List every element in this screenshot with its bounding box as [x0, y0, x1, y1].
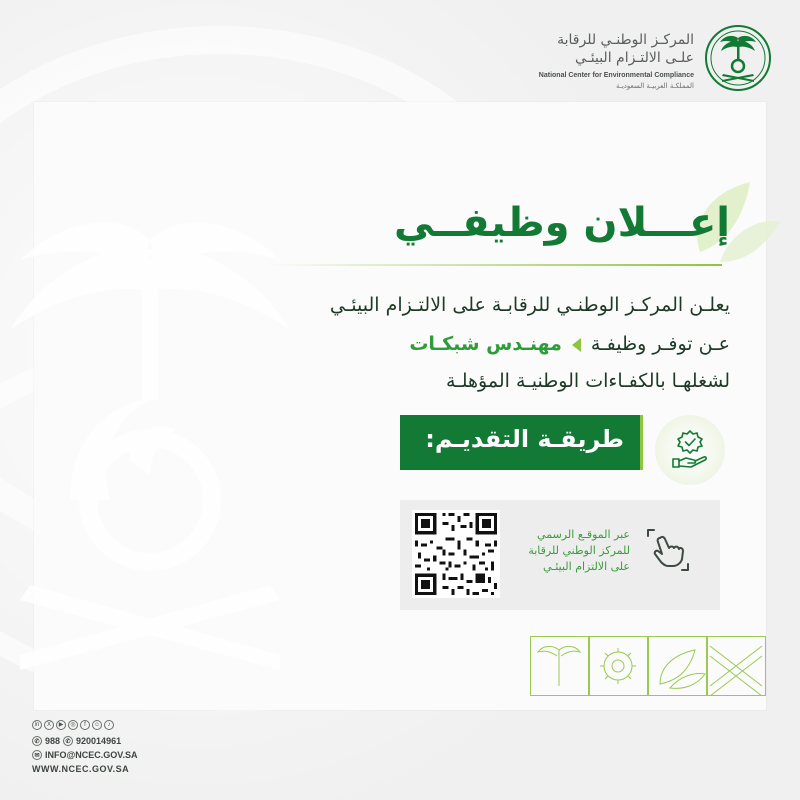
qr-panel	[400, 500, 720, 610]
org-logo	[522, 24, 772, 94]
country-name-ar: المملكـة العربيـة السعوديـة	[616, 82, 694, 90]
snapchat-icon[interactable]: ☺	[93, 722, 101, 728]
email-address[interactable]: INFO@NCEC.GOV.SA	[45, 750, 138, 760]
announcement-line-2	[409, 333, 730, 355]
apply-method-label: طريقـة التقديـم:	[425, 425, 624, 453]
apply-method-banner	[400, 415, 640, 470]
triangle-marker-icon	[572, 338, 581, 352]
website-link[interactable]: WWW.NCEC.GOV.SA	[32, 764, 130, 774]
qr-code[interactable]	[412, 510, 500, 598]
phone-long[interactable]: 920014961	[76, 736, 122, 746]
announcement-line-2-prefix: عـن توفـر وظيفـة	[590, 333, 730, 355]
apply-icon-container	[655, 415, 725, 485]
decorative-pattern-strip	[530, 636, 766, 696]
tiktok-icon[interactable]: ♪	[104, 720, 114, 730]
social-links	[32, 718, 232, 732]
x-icon[interactable]: X	[44, 720, 54, 730]
facebook-icon[interactable]: f	[80, 720, 90, 730]
qr-code-icon	[412, 510, 500, 598]
footer-contacts	[32, 718, 232, 788]
instagram-icon[interactable]: ◎	[68, 720, 78, 730]
palm-and-swords-emblem-icon	[704, 24, 772, 92]
job-title: مهنـدس شبكـات	[409, 333, 562, 355]
org-name-ar-line1: المركـز الوطنـي للرقابة	[557, 32, 694, 48]
hand-badge-check-icon	[669, 427, 711, 469]
apply-banner-accent	[640, 415, 643, 470]
announcement-line-3: لشغلهـا بالكفـاءات الوطنيـة المؤهلـة	[445, 370, 730, 392]
qr-caption-line-1: عبر الموقـع الرسمي	[537, 528, 630, 541]
phone-icon: ✆	[32, 736, 42, 746]
page-title: إعـــلان وظيفــي	[394, 200, 730, 246]
youtube-icon[interactable]: ▶	[56, 720, 66, 730]
phone-row	[32, 736, 232, 746]
announcement-line-1: يعلـن المركـز الوطنـي للرقابـة على الالتـزام البيئـي	[329, 294, 730, 316]
email-row	[32, 750, 232, 760]
phone-short[interactable]: 988	[45, 736, 61, 746]
linkedin-icon[interactable]: in	[32, 720, 42, 730]
hand-pointer-icon	[646, 528, 690, 572]
org-name-en: National Center for Environmental Compliance	[538, 72, 694, 79]
email-icon: ✉	[32, 750, 42, 760]
org-name-ar-line2: علـى الالتـزام البيئـي	[574, 50, 694, 66]
phone-icon-2: ✆	[63, 736, 73, 746]
qr-caption-line-3: على الالتزام البيئـي	[542, 560, 630, 573]
headline-divider	[264, 264, 722, 266]
watermark-emblem-icon	[0, 200, 300, 680]
qr-caption-line-2: للمركز الوطني للرقابة	[528, 544, 630, 557]
